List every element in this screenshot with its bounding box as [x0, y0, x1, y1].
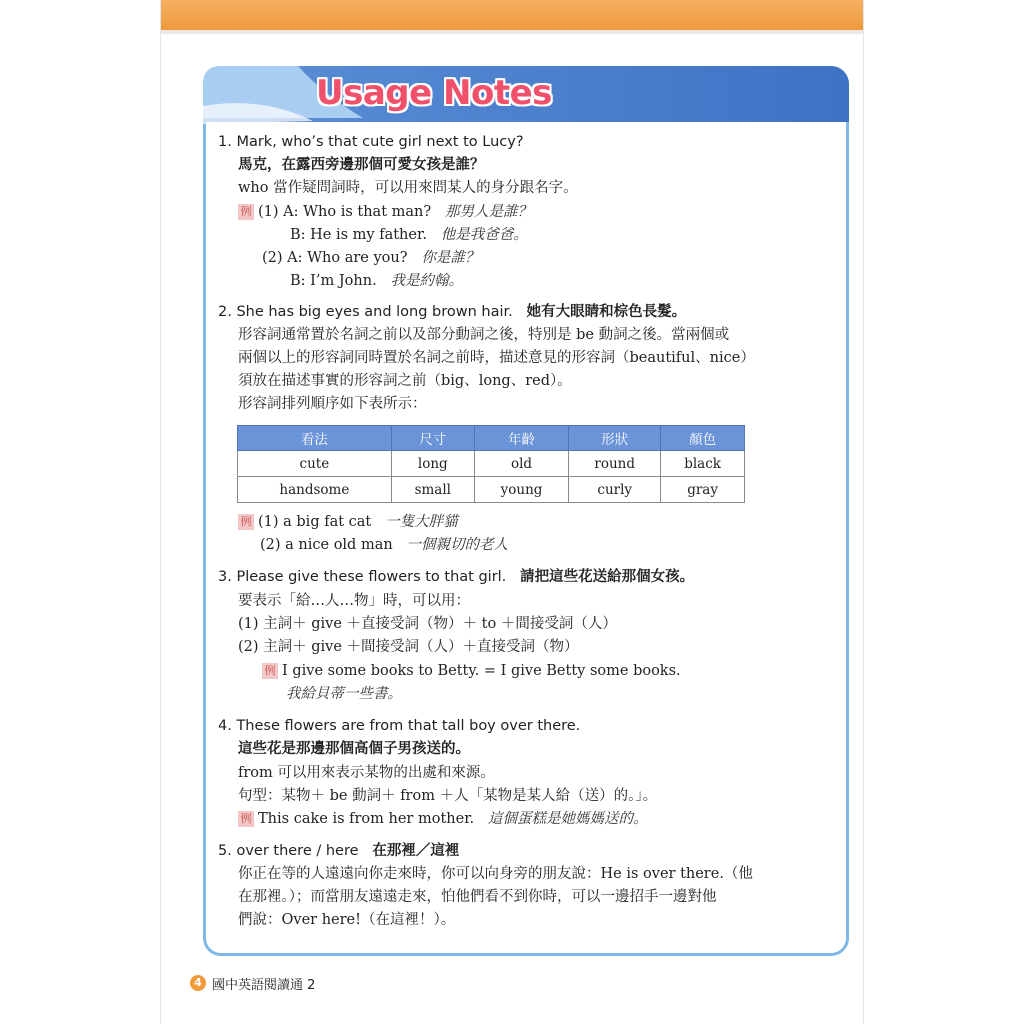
note1-english: 1. Mark, who’s that cute girl next to Lucy?	[218, 134, 524, 150]
example-text: B: He is my father.	[290, 227, 427, 243]
note3-line2: (1) 主詞＋ give ＋直接受詞（物）＋ to ＋間接受詞（人）	[238, 616, 617, 632]
table-header-cell: 尺寸	[391, 426, 474, 451]
example-translation: 你是誰？	[421, 250, 480, 266]
example-text: (1) A: Who is that man?	[258, 204, 432, 220]
table-cell: handsome	[238, 477, 392, 503]
note3-chinese: 請把這些花送給那個女孩。	[520, 569, 695, 585]
example-mark-icon: 例	[238, 514, 254, 530]
example-translation: 他是我爸爸。	[440, 227, 528, 243]
table-cell: long	[391, 451, 474, 477]
note1-explanation: who 當作疑問詞時，可以用來問某人的身分跟名字。	[238, 180, 578, 196]
example-mark-icon: 例	[262, 663, 278, 679]
note2-paragraph-line3: 須放在描述事實的形容詞之前（big、long、red）。	[238, 373, 572, 389]
example-text: (2) a nice old man	[260, 537, 393, 553]
note5-heading	[218, 841, 459, 861]
table-cell: old	[474, 451, 568, 477]
example-text: B: I’m John.	[290, 273, 377, 289]
note3-example-translation: 我給貝蒂一些書。	[286, 686, 402, 702]
note2-chinese: 她有大眼睛和棕色長髮。	[526, 304, 687, 320]
note2-paragraph-line1: 形容詞通常置於名詞之前以及部分動詞之後，特別是 be 動詞之後。當兩個或	[238, 327, 730, 343]
table-cell: small	[391, 477, 474, 503]
table-header-cell: 看法	[238, 426, 392, 451]
note5-line2: 在那裡。）；而當朋友遠遠走來，怕他們看不到你時，可以一邊招手一邊對他	[238, 889, 717, 905]
note5-line1: 你正在等的人遠遠向你走來時，你可以向身旁的朋友說：He is over there.（他	[238, 866, 753, 882]
table-cell: cute	[238, 451, 392, 477]
adjective-order-table	[237, 425, 745, 503]
note4-line1: from 可以用來表示某物的出處和來源。	[238, 765, 495, 781]
example-text: (2) A: Who are you?	[262, 250, 408, 266]
usage-notes-title: Usage Notes	[316, 73, 552, 113]
page-number-badge: 4	[190, 975, 206, 991]
example-mark-icon: 例	[238, 811, 254, 827]
top-orange-bar	[161, 0, 863, 30]
table-cell: round	[569, 451, 661, 477]
note2-english: 2. She has big eyes and long brown hair.	[218, 304, 513, 320]
example-translation: 我是約翰。	[390, 273, 464, 289]
note3-heading	[218, 567, 694, 587]
example-translation: 這個蛋糕是她媽媽送的。	[487, 811, 648, 827]
note2-example1	[238, 512, 458, 532]
note4-example	[238, 809, 647, 829]
table-header-cell: 形狀	[569, 426, 661, 451]
note3-line1: 要表示「給…人…物」時，可以用：	[238, 593, 470, 609]
note2-example2	[260, 535, 508, 555]
example-text: (1) a big fat cat	[258, 514, 372, 530]
table-row	[238, 451, 745, 477]
note1-example2b	[290, 271, 463, 291]
example-translation: 那男人是誰？	[444, 204, 532, 220]
example-translation: 一個親切的老人	[406, 537, 509, 553]
note4-english: 4. These flowers are from that tall boy over there.	[218, 718, 581, 734]
note1-example1b	[290, 225, 528, 245]
note3-example	[262, 661, 681, 681]
example-text: This cake is from her mother.	[258, 811, 475, 827]
note1-example1a	[238, 202, 532, 222]
table-cell: black	[661, 451, 745, 477]
note3-english: 3. Please give these flowers to that girl.	[218, 569, 507, 585]
note4-line2: 句型：某物＋ be 動詞＋ from ＋人「某物是某人給（送）的。」。	[238, 788, 658, 804]
table-row	[238, 477, 745, 503]
table-header-row	[238, 426, 745, 451]
note3-line3: (2) 主詞＋ give ＋間接受詞（人）＋直接受詞（物）	[238, 639, 579, 655]
top-bar-shadow	[161, 30, 863, 34]
table-cell: young	[474, 477, 568, 503]
example-mark-icon: 例	[238, 204, 254, 220]
note1-example2a	[262, 248, 479, 268]
note5-chinese: 在那裡／這裡	[372, 843, 460, 859]
note2-paragraph-line4: 形容詞排列順序如下表所示：	[238, 396, 427, 412]
table-cell: gray	[661, 477, 745, 503]
example-translation: 一隻大胖貓	[385, 514, 458, 530]
table-header-cell: 顏色	[661, 426, 745, 451]
note2-paragraph-line2: 兩個以上的形容詞同時置於名詞之前時，描述意見的形容詞（beautiful、nice）	[238, 350, 755, 366]
note5-line3: 們說：Over here!（在這裡！）。	[238, 912, 456, 928]
note5-english: 5. over there / here	[218, 843, 359, 859]
note2-heading	[218, 302, 686, 322]
note1-chinese: 馬克，在露西旁邊那個可愛女孩是誰？	[238, 157, 485, 173]
table-cell: curly	[569, 477, 661, 503]
book-title-footer: 國中英語閱讀通 2	[212, 978, 316, 993]
table-header-cell: 年齡	[474, 426, 568, 451]
example-text: I give some books to Betty. = I give Betty some books.	[282, 663, 681, 679]
note4-chinese: 這些花是那邊那個高個子男孩送的。	[238, 741, 470, 757]
